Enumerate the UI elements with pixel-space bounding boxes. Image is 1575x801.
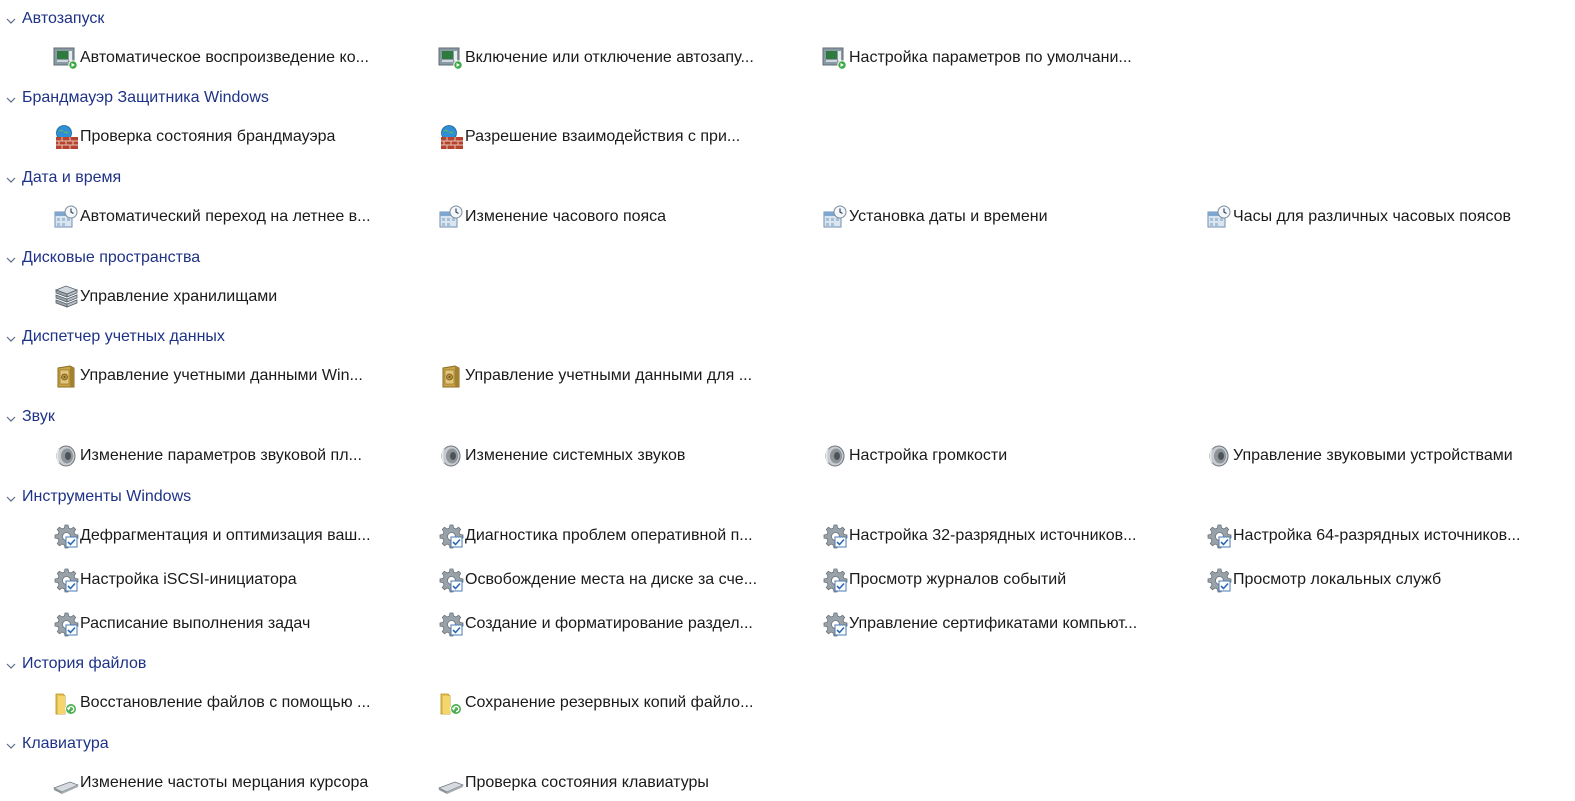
file-history-icon (53, 690, 79, 716)
chevron-down-icon[interactable] (6, 658, 16, 668)
task-link[interactable] (438, 523, 816, 549)
chevron-down-icon[interactable] (6, 172, 16, 182)
keyboard-icon (438, 770, 464, 796)
task-label[interactable]: Настройка громкости (849, 447, 1008, 464)
task-link[interactable] (822, 523, 1200, 549)
task-link[interactable] (53, 690, 431, 716)
admin-tools-icon (53, 523, 79, 549)
task-label[interactable]: Управление звуковыми устройствами (1233, 447, 1513, 464)
autoplay-icon (438, 45, 464, 71)
task-link[interactable] (53, 45, 431, 71)
group-header[interactable] (0, 8, 400, 30)
group-title[interactable]: Инструменты Windows (22, 488, 192, 505)
chevron-down-icon[interactable] (6, 738, 16, 748)
task-label[interactable]: Проверка состояния клавиатуры (465, 774, 709, 791)
task-label[interactable]: Изменение часового пояса (465, 208, 667, 225)
task-label[interactable]: Диагностика проблем оперативной п... (465, 527, 753, 544)
task-label[interactable]: Изменение частоты мерцания курсора (80, 774, 369, 791)
speaker-icon (438, 443, 464, 469)
admin-tools-icon (53, 567, 79, 593)
task-label[interactable]: Включение или отключение автозапу... (465, 49, 754, 66)
task-link[interactable] (438, 124, 816, 150)
credential-vault-icon (53, 363, 79, 389)
task-label[interactable]: Часы для различных часовых поясов (1233, 208, 1512, 225)
admin-tools-icon (1206, 523, 1232, 549)
task-label[interactable]: Настройка 32-разрядных источников... (849, 527, 1137, 544)
firewall-icon (53, 124, 79, 150)
group-header[interactable] (0, 247, 400, 269)
task-link[interactable] (1206, 204, 1575, 230)
chevron-down-icon[interactable] (6, 411, 16, 421)
task-label[interactable]: Настройка параметров по умолчани... (849, 49, 1132, 66)
task-link[interactable] (1206, 523, 1575, 549)
group-title[interactable]: История файлов (22, 655, 147, 672)
task-label[interactable]: Освобождение места на диске за сче... (465, 571, 758, 588)
task-link[interactable] (438, 363, 816, 389)
admin-tools-icon (822, 567, 848, 593)
task-link[interactable] (438, 770, 816, 796)
task-link[interactable] (438, 567, 816, 593)
file-history-icon (438, 690, 464, 716)
group-title[interactable]: Дисковые пространства (22, 249, 201, 266)
task-label[interactable]: Разрешение взаимодействия с при... (465, 128, 741, 145)
task-link[interactable] (1206, 443, 1575, 469)
task-link[interactable] (53, 567, 431, 593)
task-label[interactable]: Управление учетными данными для ... (465, 367, 753, 384)
storage-spaces-icon (53, 284, 79, 310)
chevron-down-icon[interactable] (6, 252, 16, 262)
group-header[interactable] (0, 486, 400, 508)
task-label[interactable]: Проверка состояния брандмауэра (80, 128, 336, 145)
group-header[interactable] (0, 733, 400, 755)
chevron-down-icon[interactable] (6, 92, 16, 102)
task-link[interactable] (822, 611, 1200, 637)
task-label[interactable]: Управление хранилищами (80, 288, 278, 305)
task-link[interactable] (438, 611, 816, 637)
group-title[interactable]: Диспетчер учетных данных (22, 328, 225, 345)
group-header[interactable] (0, 87, 400, 109)
task-link[interactable] (1206, 567, 1575, 593)
task-link[interactable] (822, 567, 1200, 593)
task-link[interactable] (53, 611, 431, 637)
task-link[interactable] (822, 204, 1200, 230)
group-title[interactable]: Клавиатура (22, 735, 109, 752)
firewall-icon (438, 124, 464, 150)
admin-tools-icon (438, 523, 464, 549)
task-label[interactable]: Дефрагментация и оптимизация ваш... (80, 527, 371, 544)
chevron-down-icon[interactable] (6, 13, 16, 23)
task-link[interactable] (53, 284, 431, 310)
admin-tools-icon (438, 567, 464, 593)
task-label[interactable]: Изменение параметров звуковой пл... (80, 447, 362, 464)
task-link[interactable] (53, 523, 431, 549)
group-header[interactable] (0, 653, 400, 675)
date-time-icon (822, 204, 848, 230)
group-title[interactable]: Брандмауэр Защитника Windows (22, 89, 269, 106)
task-link[interactable] (53, 363, 431, 389)
autoplay-icon (822, 45, 848, 71)
task-label[interactable]: Автоматический переход на летнее в... (80, 208, 371, 225)
task-label[interactable]: Управление учетными данными Win... (80, 367, 363, 384)
speaker-icon (53, 443, 79, 469)
admin-tools-icon (53, 611, 79, 637)
group-header[interactable] (0, 406, 400, 428)
task-label[interactable]: Управление сертификатами компьют... (849, 615, 1138, 632)
group-header[interactable] (0, 326, 400, 348)
task-label[interactable]: Автоматическое воспроизведение ко... (80, 49, 369, 66)
date-time-icon (53, 204, 79, 230)
task-link[interactable] (53, 204, 431, 230)
task-label[interactable]: Установка даты и времени (849, 208, 1048, 225)
task-link[interactable] (438, 45, 816, 71)
task-link[interactable] (53, 124, 431, 150)
task-link[interactable] (438, 690, 816, 716)
admin-tools-icon (822, 523, 848, 549)
admin-tools-icon (822, 611, 848, 637)
task-label[interactable]: Просмотр журналов событий (849, 571, 1067, 588)
autoplay-icon (53, 45, 79, 71)
task-label[interactable]: Просмотр локальных служб (1233, 571, 1442, 588)
task-label[interactable]: Создание и форматирование раздел... (465, 615, 753, 632)
task-link[interactable] (822, 45, 1200, 71)
group-title[interactable]: Дата и время (22, 169, 122, 186)
task-label[interactable]: Восстановление файлов с помощью ... (80, 694, 371, 711)
credential-vault-icon (438, 363, 464, 389)
date-time-icon (1206, 204, 1232, 230)
group-title[interactable]: Автозапуск (22, 10, 105, 27)
task-link[interactable] (438, 204, 816, 230)
keyboard-icon (53, 770, 79, 796)
group-header[interactable] (0, 167, 400, 189)
chevron-down-icon[interactable] (6, 491, 16, 501)
admin-tools-icon (1206, 567, 1232, 593)
task-link[interactable] (53, 770, 431, 796)
task-label[interactable]: Сохранение резервных копий файло... (465, 694, 754, 711)
task-label[interactable]: Настройка 64-разрядных источников... (1233, 527, 1521, 544)
speaker-icon (822, 443, 848, 469)
chevron-down-icon[interactable] (6, 331, 16, 341)
group-title[interactable]: Звук (22, 408, 55, 425)
task-link[interactable] (822, 443, 1200, 469)
task-link[interactable] (53, 443, 431, 469)
admin-tools-icon (438, 611, 464, 637)
task-label[interactable]: Расписание выполнения задач (80, 615, 311, 632)
task-link[interactable] (438, 443, 816, 469)
date-time-icon (438, 204, 464, 230)
speaker-icon (1206, 443, 1232, 469)
task-label[interactable]: Настройка iSCSI-инициатора (80, 571, 297, 588)
task-label[interactable]: Изменение системных звуков (465, 447, 686, 464)
